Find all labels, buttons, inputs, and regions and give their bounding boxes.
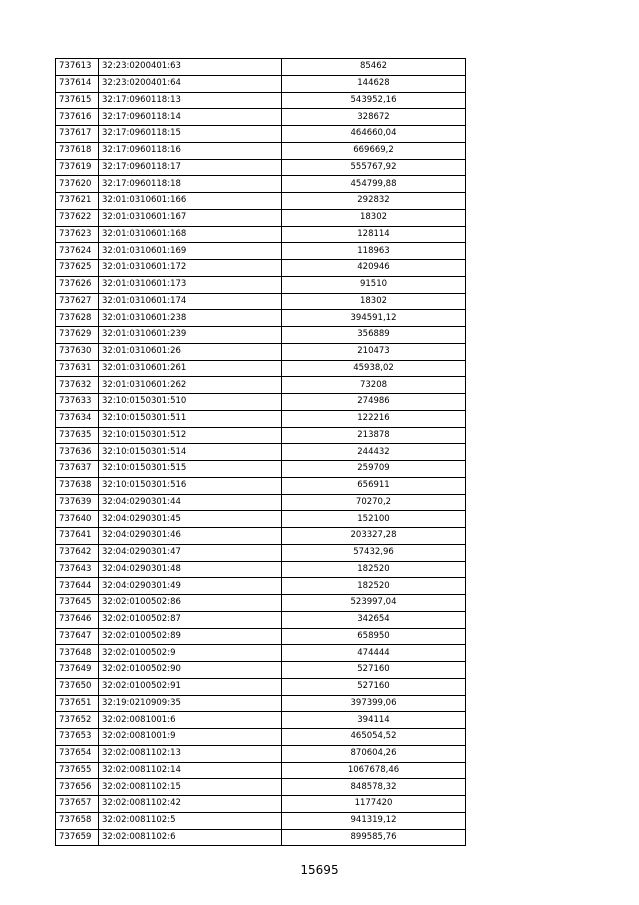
value-cell: 669669,2 (282, 142, 466, 159)
cadastral-number-cell: 32:01:0310601:174 (99, 293, 282, 310)
cadastral-number-cell: 32:17:0960118:15 (99, 126, 282, 143)
row-number-cell: 737638 (56, 477, 99, 494)
cadastral-number-cell: 32:17:0960118:18 (99, 176, 282, 193)
table-row (56, 142, 466, 159)
cadastral-number-cell: 32:02:0081001:6 (99, 712, 282, 729)
value-cell: 941319,12 (282, 812, 466, 829)
row-number-cell: 737646 (56, 611, 99, 628)
row-number-cell: 737613 (56, 59, 99, 76)
row-number-cell: 737644 (56, 578, 99, 595)
cadastral-number-cell: 32:01:0310601:168 (99, 226, 282, 243)
row-number-cell: 737624 (56, 243, 99, 260)
value-cell: 274986 (282, 394, 466, 411)
row-number-cell: 737651 (56, 695, 99, 712)
value-cell: 70270,2 (282, 494, 466, 511)
table-row (56, 109, 466, 126)
value-cell: 474444 (282, 645, 466, 662)
cadastral-number-cell: 32:17:0960118:17 (99, 159, 282, 176)
cadastral-number-cell: 32:04:0290301:48 (99, 561, 282, 578)
value-cell: 18302 (282, 209, 466, 226)
table-row (56, 796, 466, 813)
table-row (56, 779, 466, 796)
table-row (56, 293, 466, 310)
row-number-cell: 737656 (56, 779, 99, 796)
value-cell: 118963 (282, 243, 466, 260)
table-row (56, 645, 466, 662)
row-number-cell: 737647 (56, 628, 99, 645)
value-cell: 658950 (282, 628, 466, 645)
table-row (56, 544, 466, 561)
table-row (56, 260, 466, 277)
cadastral-number-cell: 32:02:0081102:42 (99, 796, 282, 813)
cadastral-number-cell: 32:10:0150301:510 (99, 394, 282, 411)
table-row (56, 159, 466, 176)
table-row (56, 762, 466, 779)
value-cell: 328672 (282, 109, 466, 126)
table-row (56, 394, 466, 411)
row-number-cell: 737623 (56, 226, 99, 243)
cadastral-number-cell: 32:02:0081102:15 (99, 779, 282, 796)
cadastral-number-cell: 32:02:0100502:86 (99, 595, 282, 612)
value-cell: 18302 (282, 293, 466, 310)
table-row (56, 193, 466, 210)
value-cell: 397399,06 (282, 695, 466, 712)
value-cell: 523997,04 (282, 595, 466, 612)
value-cell: 464660,04 (282, 126, 466, 143)
row-number-cell: 737649 (56, 662, 99, 679)
row-number-cell: 737626 (56, 276, 99, 293)
value-cell: 342654 (282, 611, 466, 628)
table-row (56, 511, 466, 528)
table-row (56, 595, 466, 612)
value-cell: 543952,16 (282, 92, 466, 109)
value-cell: 454799,88 (282, 176, 466, 193)
value-cell: 465054,52 (282, 729, 466, 746)
table-row (56, 695, 466, 712)
value-cell: 203327,28 (282, 528, 466, 545)
value-cell: 356889 (282, 327, 466, 344)
cadastral-number-cell: 32:04:0290301:46 (99, 528, 282, 545)
row-number-cell: 737639 (56, 494, 99, 511)
table-row (56, 678, 466, 695)
row-number-cell: 737625 (56, 260, 99, 277)
row-number-cell: 737650 (56, 678, 99, 695)
value-cell: 144628 (282, 75, 466, 92)
cadastral-number-cell: 32:02:0100502:90 (99, 662, 282, 679)
cadastral-number-cell: 32:01:0310601:238 (99, 310, 282, 327)
cadastral-number-cell: 32:17:0960118:14 (99, 109, 282, 126)
cadastral-number-cell: 32:02:0100502:91 (99, 678, 282, 695)
table-row (56, 176, 466, 193)
value-cell: 45938,02 (282, 360, 466, 377)
row-number-cell: 737617 (56, 126, 99, 143)
cadastral-number-cell: 32:17:0960118:16 (99, 142, 282, 159)
value-cell: 292832 (282, 193, 466, 210)
cadastral-value-table (55, 58, 466, 846)
value-cell: 182520 (282, 578, 466, 595)
row-number-cell: 737657 (56, 796, 99, 813)
table-row (56, 477, 466, 494)
value-cell: 420946 (282, 260, 466, 277)
table-row (56, 243, 466, 260)
table-row (56, 829, 466, 846)
value-cell: 128114 (282, 226, 466, 243)
cadastral-number-cell: 32:02:0081102:13 (99, 745, 282, 762)
row-number-cell: 737645 (56, 595, 99, 612)
table-row (56, 377, 466, 394)
cadastral-number-cell: 32:10:0150301:514 (99, 444, 282, 461)
table-row (56, 59, 466, 76)
table-row (56, 327, 466, 344)
table-row (56, 561, 466, 578)
value-cell: 394114 (282, 712, 466, 729)
value-cell: 210473 (282, 343, 466, 360)
cadastral-number-cell: 32:01:0310601:26 (99, 343, 282, 360)
table-row (56, 729, 466, 746)
value-cell: 848578,32 (282, 779, 466, 796)
row-number-cell: 737622 (56, 209, 99, 226)
cadastral-number-cell: 32:04:0290301:45 (99, 511, 282, 528)
cadastral-number-cell: 32:01:0310601:169 (99, 243, 282, 260)
cadastral-number-cell: 32:02:0081001:9 (99, 729, 282, 746)
cadastral-number-cell: 32:19:0210909:35 (99, 695, 282, 712)
cadastral-number-cell: 32:17:0960118:13 (99, 92, 282, 109)
row-number-cell: 737632 (56, 377, 99, 394)
cadastral-number-cell: 32:01:0310601:261 (99, 360, 282, 377)
cadastral-number-cell: 32:01:0310601:172 (99, 260, 282, 277)
table-row (56, 276, 466, 293)
page-number: 15695 (300, 863, 339, 877)
row-number-cell: 737652 (56, 712, 99, 729)
value-cell: 152100 (282, 511, 466, 528)
table-row (56, 343, 466, 360)
value-cell: 91510 (282, 276, 466, 293)
value-cell: 527160 (282, 678, 466, 695)
value-cell: 182520 (282, 561, 466, 578)
cadastral-number-cell: 32:10:0150301:512 (99, 427, 282, 444)
table-row (56, 712, 466, 729)
row-number-cell: 737648 (56, 645, 99, 662)
row-number-cell: 737614 (56, 75, 99, 92)
row-number-cell: 737621 (56, 193, 99, 210)
value-cell: 555767,92 (282, 159, 466, 176)
cadastral-number-cell: 32:01:0310601:167 (99, 209, 282, 226)
cadastral-number-cell: 32:10:0150301:516 (99, 477, 282, 494)
value-cell: 73208 (282, 377, 466, 394)
cadastral-number-cell: 32:04:0290301:47 (99, 544, 282, 561)
table-row (56, 745, 466, 762)
row-number-cell: 737615 (56, 92, 99, 109)
value-cell: 527160 (282, 662, 466, 679)
row-number-cell: 737637 (56, 461, 99, 478)
row-number-cell: 737653 (56, 729, 99, 746)
value-cell: 85462 (282, 59, 466, 76)
table-row (56, 444, 466, 461)
cadastral-number-cell: 32:01:0310601:166 (99, 193, 282, 210)
value-cell: 213878 (282, 427, 466, 444)
cadastral-number-cell: 32:01:0310601:262 (99, 377, 282, 394)
cadastral-number-cell: 32:10:0150301:511 (99, 410, 282, 427)
table-row (56, 427, 466, 444)
value-cell: 244432 (282, 444, 466, 461)
table-row (56, 812, 466, 829)
row-number-cell: 737659 (56, 829, 99, 846)
row-number-cell: 737634 (56, 410, 99, 427)
table-row (56, 226, 466, 243)
cadastral-number-cell: 32:23:0200401:63 (99, 59, 282, 76)
row-number-cell: 737636 (56, 444, 99, 461)
row-number-cell: 737616 (56, 109, 99, 126)
row-number-cell: 737640 (56, 511, 99, 528)
row-number-cell: 737643 (56, 561, 99, 578)
value-cell: 870604,26 (282, 745, 466, 762)
row-number-cell: 737655 (56, 762, 99, 779)
table-row (56, 611, 466, 628)
cadastral-number-cell: 32:02:0100502:87 (99, 611, 282, 628)
cadastral-number-cell: 32:02:0100502:89 (99, 628, 282, 645)
cadastral-number-cell: 32:04:0290301:44 (99, 494, 282, 511)
cadastral-number-cell: 32:04:0290301:49 (99, 578, 282, 595)
row-number-cell: 737635 (56, 427, 99, 444)
row-number-cell: 737641 (56, 528, 99, 545)
cadastral-number-cell: 32:02:0081102:14 (99, 762, 282, 779)
cadastral-number-cell: 32:01:0310601:173 (99, 276, 282, 293)
table-row (56, 75, 466, 92)
table-row (56, 662, 466, 679)
value-cell: 1177420 (282, 796, 466, 813)
table-row (56, 628, 466, 645)
table-row (56, 410, 466, 427)
row-number-cell: 737642 (56, 544, 99, 561)
table-row (56, 360, 466, 377)
cadastral-number-cell: 32:02:0081102:5 (99, 812, 282, 829)
row-number-cell: 737620 (56, 176, 99, 193)
cadastral-number-cell: 32:10:0150301:515 (99, 461, 282, 478)
table-row (56, 528, 466, 545)
value-cell: 122216 (282, 410, 466, 427)
row-number-cell: 737618 (56, 142, 99, 159)
table-row (56, 310, 466, 327)
value-cell: 394591,12 (282, 310, 466, 327)
row-number-cell: 737633 (56, 394, 99, 411)
value-cell: 259709 (282, 461, 466, 478)
row-number-cell: 737627 (56, 293, 99, 310)
row-number-cell: 737631 (56, 360, 99, 377)
table-row (56, 92, 466, 109)
table-row (56, 461, 466, 478)
table-row (56, 209, 466, 226)
row-number-cell: 737654 (56, 745, 99, 762)
value-cell: 57432,96 (282, 544, 466, 561)
value-cell: 656911 (282, 477, 466, 494)
cadastral-number-cell: 32:23:0200401:64 (99, 75, 282, 92)
row-number-cell: 737619 (56, 159, 99, 176)
table-row (56, 578, 466, 595)
cadastral-number-cell: 32:01:0310601:239 (99, 327, 282, 344)
cadastral-number-cell: 32:02:0100502:9 (99, 645, 282, 662)
row-number-cell: 737658 (56, 812, 99, 829)
row-number-cell: 737629 (56, 327, 99, 344)
value-cell: 899585,76 (282, 829, 466, 846)
table-row (56, 126, 466, 143)
table-body (56, 59, 466, 846)
row-number-cell: 737628 (56, 310, 99, 327)
value-cell: 1067678,46 (282, 762, 466, 779)
table-row (56, 494, 466, 511)
row-number-cell: 737630 (56, 343, 99, 360)
cadastral-number-cell: 32:02:0081102:6 (99, 829, 282, 846)
